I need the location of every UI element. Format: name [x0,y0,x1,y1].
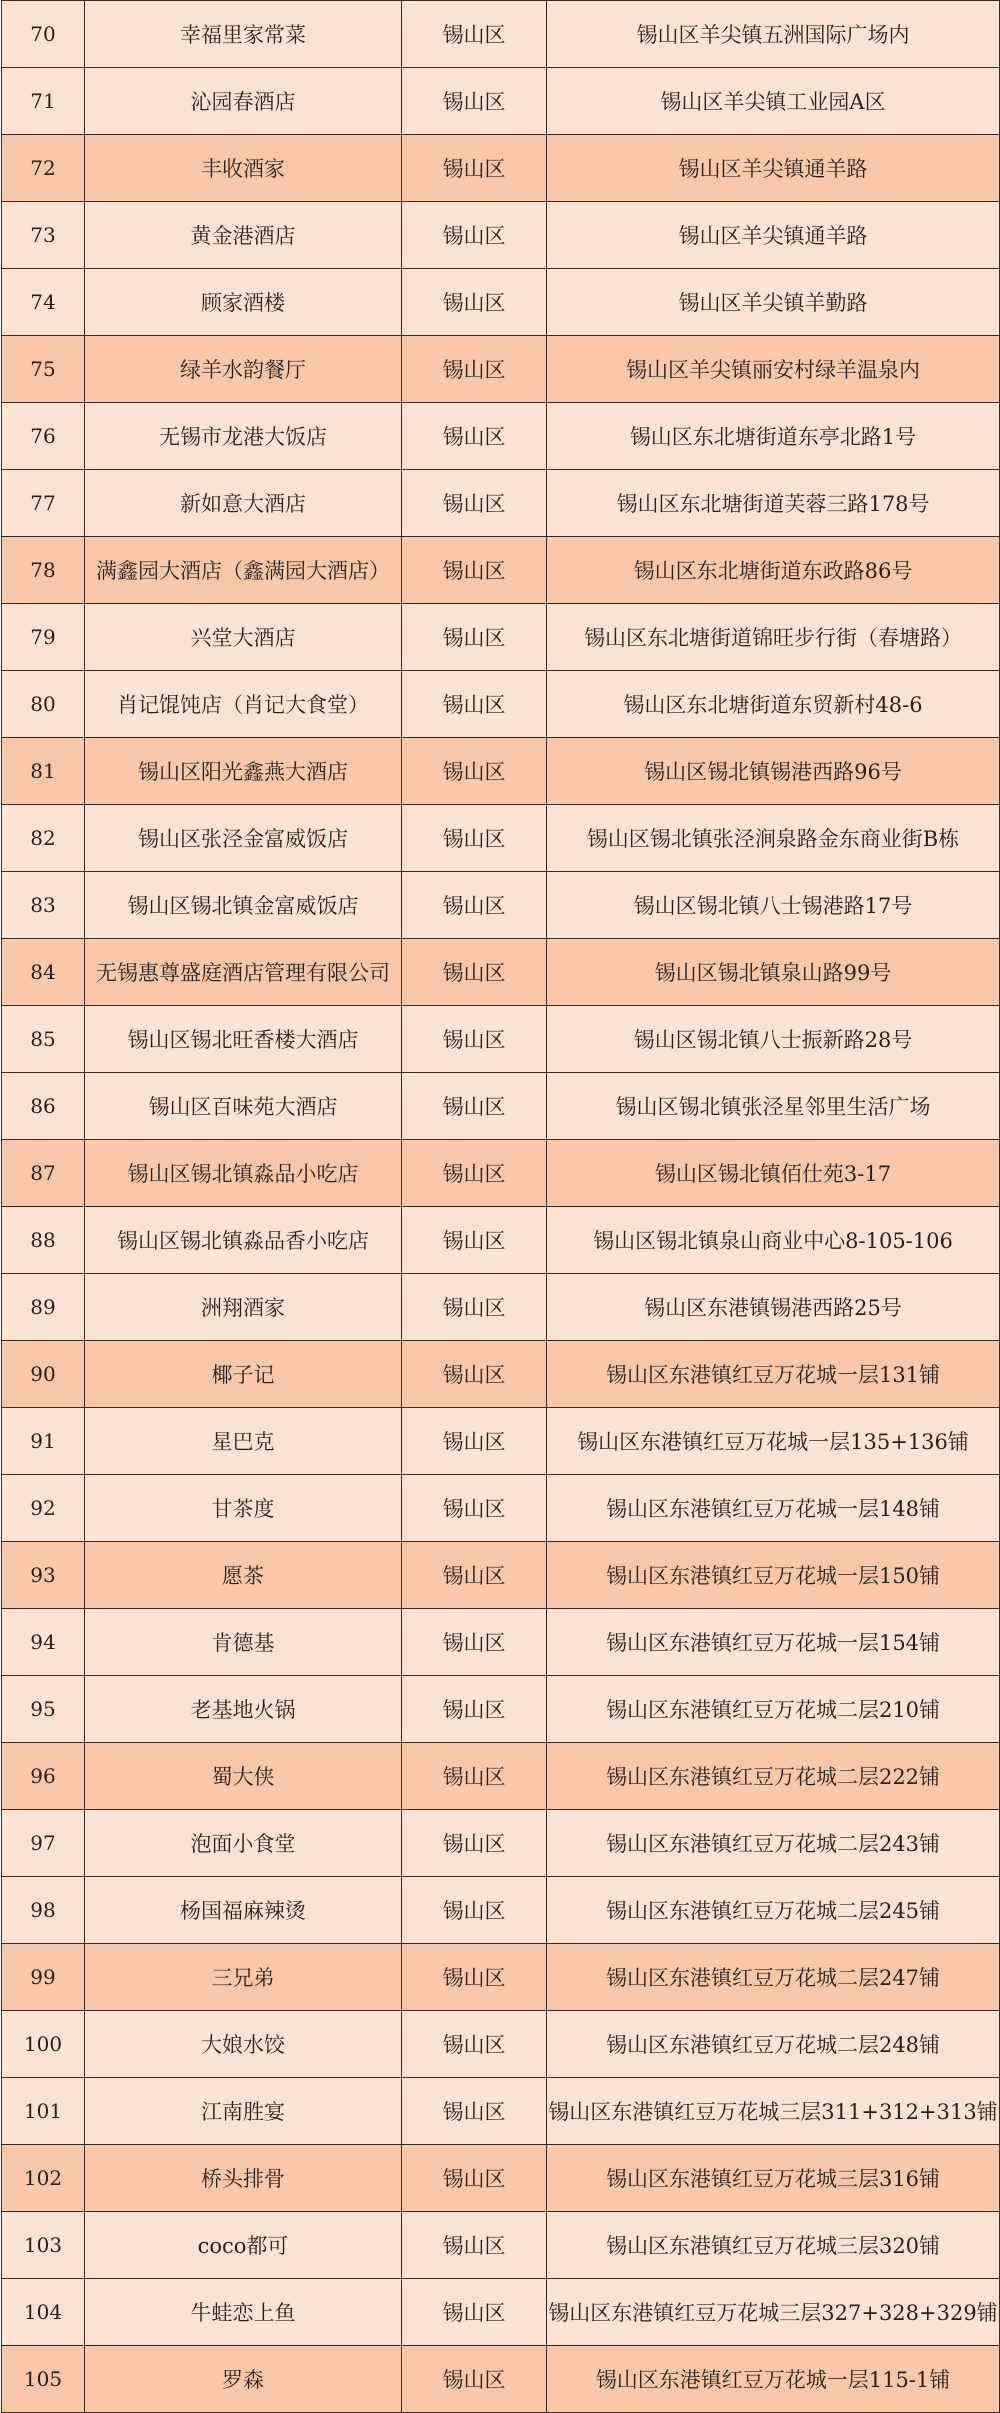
district-cell: 锡山区 [402,1073,547,1140]
restaurant-name-cell: 顾家酒楼 [85,269,402,336]
address-cell: 锡山区东港镇红豆万花城一层150铺 [547,1542,1000,1609]
table-row [2,2011,1000,2078]
address-cell: 锡山区东港镇锡港西路25号 [547,1274,1000,1341]
table-row [2,470,1000,537]
address-cell: 锡山区羊尖镇通羊路 [547,135,1000,202]
row-number-cell: 74 [2,269,85,336]
district-cell: 锡山区 [402,738,547,805]
address-cell: 锡山区锡北镇泉山路99号 [547,939,1000,1006]
district-cell: 锡山区 [402,805,547,872]
address-cell: 锡山区羊尖镇五洲国际广场内 [547,1,1000,68]
address-cell: 锡山区锡北镇张泾涧泉路金东商业街B栋 [547,805,1000,872]
address-cell: 锡山区东北塘街道东政路86号 [547,537,1000,604]
address-cell: 锡山区东港镇红豆万花城三层311+312+313铺 [547,2078,1000,2145]
row-number-cell: 81 [2,738,85,805]
row-number-cell: 86 [2,1073,85,1140]
address-cell: 锡山区羊尖镇羊勤路 [547,269,1000,336]
restaurant-name-cell: 三兄弟 [85,1944,402,2011]
restaurant-name-cell: 沁园春酒店 [85,68,402,135]
restaurant-name-cell: 无锡市龙港大饭店 [85,403,402,470]
address-cell: 锡山区东港镇红豆万花城一层154铺 [547,1609,1000,1676]
row-number-cell: 72 [2,135,85,202]
restaurant-name-cell: 新如意大酒店 [85,470,402,537]
row-number-cell: 73 [2,202,85,269]
address-cell: 锡山区东港镇红豆万花城二层245铺 [547,1877,1000,1944]
restaurant-name-cell: 兴堂大酒店 [85,604,402,671]
table-row [2,2145,1000,2212]
district-cell: 锡山区 [402,1475,547,1542]
row-number-cell: 89 [2,1274,85,1341]
row-number-cell: 76 [2,403,85,470]
restaurant-name-cell: 丰收酒家 [85,135,402,202]
row-number-cell: 102 [2,2145,85,2212]
restaurant-name-cell: 桥头排骨 [85,2145,402,2212]
table-row [2,1274,1000,1341]
row-number-cell: 101 [2,2078,85,2145]
table-row [2,1810,1000,1877]
restaurant-name-cell: 无锡惠尊盛庭酒店管理有限公司 [85,939,402,1006]
row-number-cell: 84 [2,939,85,1006]
restaurant-name-cell: 星巴克 [85,1408,402,1475]
table-row [2,1006,1000,1073]
district-cell: 锡山区 [402,202,547,269]
row-number-cell: 75 [2,336,85,403]
address-cell: 锡山区东港镇红豆万花城一层135+136铺 [547,1408,1000,1475]
district-cell: 锡山区 [402,1207,547,1274]
restaurant-name-cell: 锡山区张泾金富威饭店 [85,805,402,872]
restaurant-name-cell: 泡面小食堂 [85,1810,402,1877]
table-row [2,805,1000,872]
address-cell: 锡山区东港镇红豆万花城一层148铺 [547,1475,1000,1542]
table-row [2,403,1000,470]
district-cell: 锡山区 [402,2078,547,2145]
district-cell: 锡山区 [402,336,547,403]
table-row [2,269,1000,336]
restaurant-name-cell: 江南胜宴 [85,2078,402,2145]
restaurant-name-cell: 锡山区锡北镇淼品香小吃店 [85,1207,402,1274]
address-cell: 锡山区东港镇红豆万花城一层131铺 [547,1341,1000,1408]
district-cell: 锡山区 [402,1140,547,1207]
restaurant-name-cell: 肖记馄饨店（肖记大食堂） [85,671,402,738]
row-number-cell: 95 [2,1676,85,1743]
row-number-cell: 105 [2,2346,85,2413]
restaurant-name-cell: 罗森 [85,2346,402,2413]
table-row [2,872,1000,939]
restaurant-name-cell: 蜀大侠 [85,1743,402,1810]
address-cell: 锡山区东北塘街道东亭北路1号 [547,403,1000,470]
row-number-cell: 83 [2,872,85,939]
address-cell: 锡山区东港镇红豆万花城二层248铺 [547,2011,1000,2078]
address-cell: 锡山区羊尖镇工业园A区 [547,68,1000,135]
district-cell: 锡山区 [402,1274,547,1341]
restaurant-name-cell: 锡山区阳光鑫燕大酒店 [85,738,402,805]
address-cell: 锡山区锡北镇八士振新路28号 [547,1006,1000,1073]
row-number-cell: 80 [2,671,85,738]
table-row [2,1140,1000,1207]
restaurant-name-cell: 幸福里家常菜 [85,1,402,68]
address-cell: 锡山区锡北镇八士锡港路17号 [547,872,1000,939]
restaurant-name-cell: 大娘水饺 [85,2011,402,2078]
district-cell: 锡山区 [402,604,547,671]
address-cell: 锡山区东港镇红豆万花城三层320铺 [547,2212,1000,2279]
row-number-cell: 93 [2,1542,85,1609]
table-row [2,671,1000,738]
restaurant-name-cell: coco都可 [85,2212,402,2279]
district-cell: 锡山区 [402,1542,547,1609]
table-row [2,939,1000,1006]
table-row [2,68,1000,135]
address-cell: 锡山区锡北镇锡港西路96号 [547,738,1000,805]
table-row [2,2279,1000,2346]
address-cell: 锡山区东港镇红豆万花城一层115-1铺 [547,2346,1000,2413]
district-cell: 锡山区 [402,872,547,939]
district-cell: 锡山区 [402,2145,547,2212]
restaurant-table [1,0,1000,2413]
district-cell: 锡山区 [402,1877,547,1944]
table-row [2,1073,1000,1140]
district-cell: 锡山区 [402,403,547,470]
restaurant-name-cell: 老基地火锅 [85,1676,402,1743]
row-number-cell: 98 [2,1877,85,1944]
restaurant-name-cell: 杨国福麻辣烫 [85,1877,402,1944]
table-row [2,1475,1000,1542]
restaurant-name-cell: 锡山区锡北镇淼品小吃店 [85,1140,402,1207]
row-number-cell: 79 [2,604,85,671]
district-cell: 锡山区 [402,470,547,537]
district-cell: 锡山区 [402,2011,547,2078]
table-row [2,1877,1000,1944]
address-cell: 锡山区东港镇红豆万花城二层247铺 [547,1944,1000,2011]
district-cell: 锡山区 [402,671,547,738]
address-cell: 锡山区东北塘街道锦旺步行街（春塘路） [547,604,1000,671]
table-row [2,1207,1000,1274]
row-number-cell: 100 [2,2011,85,2078]
table-row [2,202,1000,269]
row-number-cell: 97 [2,1810,85,1877]
restaurant-name-cell: 愿茶 [85,1542,402,1609]
table-row [2,1676,1000,1743]
restaurant-name-cell: 牛蛙恋上鱼 [85,2279,402,2346]
district-cell: 锡山区 [402,1944,547,2011]
restaurant-name-cell: 甘茶度 [85,1475,402,1542]
district-cell: 锡山区 [402,1609,547,1676]
table-row [2,1542,1000,1609]
district-cell: 锡山区 [402,2346,547,2413]
district-cell: 锡山区 [402,135,547,202]
table-row [2,604,1000,671]
table-row [2,336,1000,403]
district-cell: 锡山区 [402,1006,547,1073]
district-cell: 锡山区 [402,1743,547,1810]
row-number-cell: 91 [2,1408,85,1475]
row-number-cell: 96 [2,1743,85,1810]
table-row [2,1341,1000,1408]
district-cell: 锡山区 [402,1810,547,1877]
row-number-cell: 88 [2,1207,85,1274]
table-row [2,1408,1000,1475]
row-number-cell: 78 [2,537,85,604]
row-number-cell: 103 [2,2212,85,2279]
row-number-cell: 90 [2,1341,85,1408]
district-cell: 锡山区 [402,1341,547,1408]
table-row [2,738,1000,805]
row-number-cell: 70 [2,1,85,68]
restaurant-name-cell: 椰子记 [85,1341,402,1408]
restaurant-name-cell: 满鑫园大酒店（鑫满园大酒店） [85,537,402,604]
restaurant-name-cell: 绿羊水韵餐厅 [85,336,402,403]
district-cell: 锡山区 [402,2212,547,2279]
restaurant-name-cell: 锡山区锡北镇金富威饭店 [85,872,402,939]
address-cell: 锡山区锡北镇泉山商业中心8-105-106 [547,1207,1000,1274]
address-cell: 锡山区东北塘街道芙蓉三路178号 [547,470,1000,537]
restaurant-name-cell: 洲翔酒家 [85,1274,402,1341]
district-cell: 锡山区 [402,1676,547,1743]
table-row [2,537,1000,604]
restaurant-name-cell: 锡山区百味苑大酒店 [85,1073,402,1140]
address-cell: 锡山区东港镇红豆万花城二层243铺 [547,1810,1000,1877]
address-cell: 锡山区东港镇红豆万花城三层316铺 [547,2145,1000,2212]
address-cell: 锡山区东港镇红豆万花城二层210铺 [547,1676,1000,1743]
table-body [2,1,1000,2413]
address-cell: 锡山区东港镇红豆万花城二层222铺 [547,1743,1000,1810]
row-number-cell: 92 [2,1475,85,1542]
table-row [2,135,1000,202]
address-cell: 锡山区锡北镇佰仕苑3-17 [547,1140,1000,1207]
table-row [2,2212,1000,2279]
address-cell: 锡山区锡北镇张泾星邻里生活广场 [547,1073,1000,1140]
table-row [2,1743,1000,1810]
table-row [2,1609,1000,1676]
row-number-cell: 82 [2,805,85,872]
restaurant-name-cell: 锡山区锡北旺香楼大酒店 [85,1006,402,1073]
address-cell: 锡山区东港镇红豆万花城三层327+328+329铺 [547,2279,1000,2346]
row-number-cell: 71 [2,68,85,135]
table-row [2,1,1000,68]
district-cell: 锡山区 [402,269,547,336]
table-row [2,2346,1000,2413]
district-cell: 锡山区 [402,1408,547,1475]
address-cell: 锡山区东北塘街道东贸新村48-6 [547,671,1000,738]
district-cell: 锡山区 [402,939,547,1006]
row-number-cell: 94 [2,1609,85,1676]
address-cell: 锡山区羊尖镇通羊路 [547,202,1000,269]
district-cell: 锡山区 [402,2279,547,2346]
row-number-cell: 104 [2,2279,85,2346]
address-cell: 锡山区羊尖镇丽安村绿羊温泉内 [547,336,1000,403]
row-number-cell: 87 [2,1140,85,1207]
row-number-cell: 85 [2,1006,85,1073]
district-cell: 锡山区 [402,68,547,135]
row-number-cell: 77 [2,470,85,537]
district-cell: 锡山区 [402,537,547,604]
restaurant-name-cell: 肯德基 [85,1609,402,1676]
restaurant-name-cell: 黄金港酒店 [85,202,402,269]
table-row [2,1944,1000,2011]
row-number-cell: 99 [2,1944,85,2011]
table-row [2,2078,1000,2145]
district-cell: 锡山区 [402,1,547,68]
